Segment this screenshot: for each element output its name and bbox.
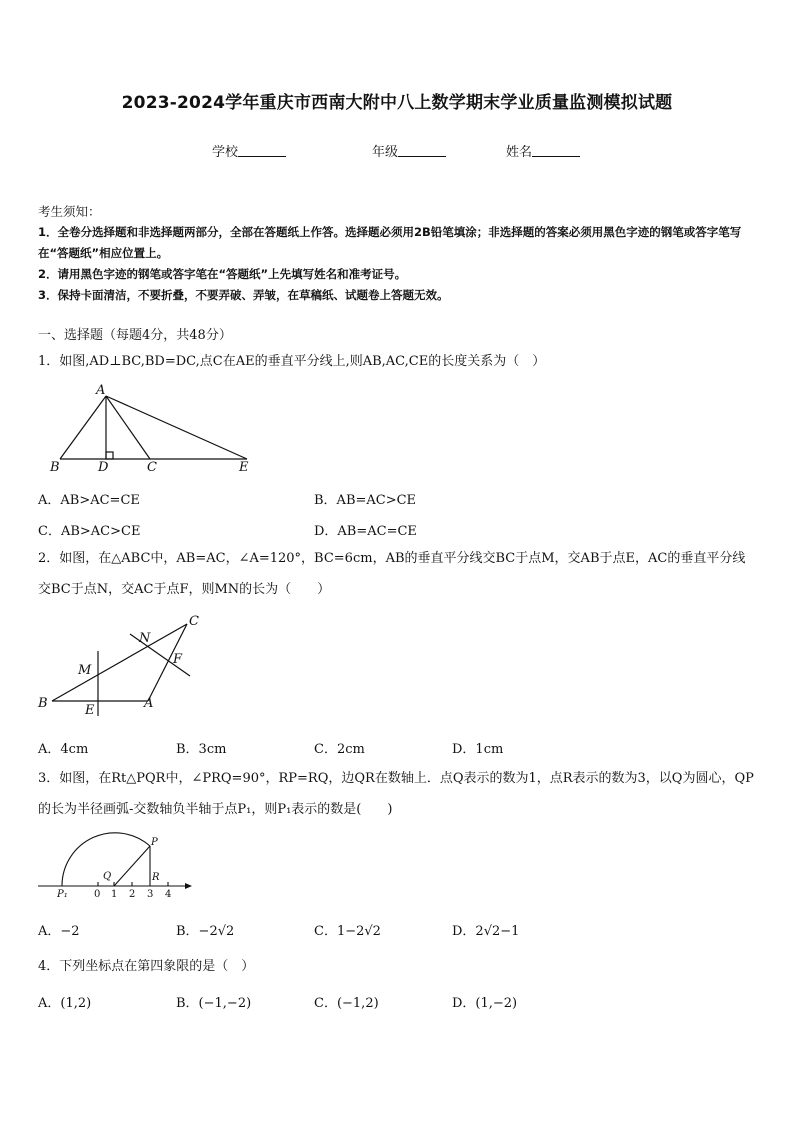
q1-stem: 1．如图,AD⊥BC,BD=DC,点C在AE的垂直平分线上,则AB,AC,CE的长度关系为（ ） xyxy=(38,354,546,369)
q1-option-c[interactable]: C．AB>AC>CE xyxy=(38,524,141,539)
section-heading: 一、选择题（每题4分，共48分） xyxy=(38,328,232,343)
q4-option-d[interactable]: D．(1,−2) xyxy=(452,996,518,1011)
q3-label-Q: Q xyxy=(103,871,112,882)
notice-item-1: 1．全卷分选择题和非选择题两部分，全部在答题纸上作答。选择题必须用2B铅笔填涂；非选择题的答案必须用黑色字迹的钢笔或答字笔写在“答题纸”相应位置上。 xyxy=(38,225,742,260)
q2-label-B: B xyxy=(38,696,48,711)
q1-label-B: B xyxy=(50,460,60,475)
q1-option-a[interactable]: A．AB>AC=CE xyxy=(38,493,140,508)
q2-label-E: E xyxy=(85,703,95,718)
q2-label-A: A xyxy=(144,696,154,711)
exam-title: 2023-2024学年重庆市西南大附中八上数学期末学业质量监测模拟试题 xyxy=(121,93,673,113)
q3-option-a[interactable]: A．−2 xyxy=(38,924,80,939)
q1-label-E: E xyxy=(239,460,249,475)
q2-option-c[interactable]: C．2cm xyxy=(314,742,365,757)
q4-option-b[interactable]: B．(−1,−2) xyxy=(176,996,252,1011)
q2-option-a[interactable]: A．4cm xyxy=(38,742,89,757)
q3-tick-4: 4 xyxy=(165,889,172,900)
q1-label-D: D xyxy=(98,460,109,475)
q4-option-c[interactable]: C．(−1,2) xyxy=(314,996,379,1011)
q2-label-F: F xyxy=(173,652,183,667)
q1-label-C: C xyxy=(147,460,157,475)
q3-option-c[interactable]: C．1−2√2 xyxy=(314,924,381,939)
q2-label-M: M xyxy=(78,663,92,678)
notice-item-3: 3．保持卡面清洁，不要折叠，不要弄破、弄皱，在草稿纸、试题卷上答题无效。 xyxy=(38,288,449,302)
q3-tick-0: 0 xyxy=(94,889,101,900)
grade-label: 年级 xyxy=(372,145,399,160)
q1-option-b[interactable]: B．AB=AC>CE xyxy=(314,493,417,508)
q3-option-b[interactable]: B．−2√2 xyxy=(176,924,235,939)
q3-label-P: P xyxy=(151,837,158,848)
q2-option-d[interactable]: D．1cm xyxy=(452,742,504,757)
name-label: 姓名 xyxy=(506,145,533,160)
q3-option-d[interactable]: D．2√2−1 xyxy=(452,924,520,939)
notice-item-2: 2．请用黑色字迹的钢笔或答字笔在“答题纸”上先填写姓名和准考证号。 xyxy=(38,267,407,281)
q3-label-P1: P₁ xyxy=(57,889,68,900)
q3-tick-3: 3 xyxy=(147,889,154,900)
q4-stem: 4．下列坐标点在第四象限的是（ ） xyxy=(38,959,255,974)
school-label: 学校 xyxy=(212,145,239,160)
q2-label-N: N xyxy=(139,631,151,646)
q3-stem: 3．如图，在Rt△PQR中，∠PRQ=90°，RP=RQ，边QR在数轴上．点Q表示的数为1，点R表示的数为3，以Q为圆心，QP的长为半径画弧-交数轴负半轴于点P₁，则P₁表示的数是( ) xyxy=(38,771,754,817)
q4-option-a[interactable]: A．(1,2) xyxy=(38,996,92,1011)
q2-stem: 2．如图，在△ABC中，AB=AC，∠A=120°，BC=6cm，AB的垂直平分线交BC于点M，交AB于点E，AC的垂直平分线交BC于点N，交AC于点F，则MN的长为（ ） xyxy=(38,551,746,597)
q3-label-R: R xyxy=(152,872,160,883)
q2-option-b[interactable]: B．3cm xyxy=(176,742,227,757)
q2-label-C: C xyxy=(189,614,199,629)
notice-heading: 考生须知： xyxy=(38,204,101,219)
q1-label-A: A xyxy=(96,383,106,398)
q1-option-d[interactable]: D．AB=AC=CE xyxy=(314,524,417,539)
q3-tick-2: 2 xyxy=(129,889,136,900)
q3-tick-1: 1 xyxy=(111,889,118,900)
